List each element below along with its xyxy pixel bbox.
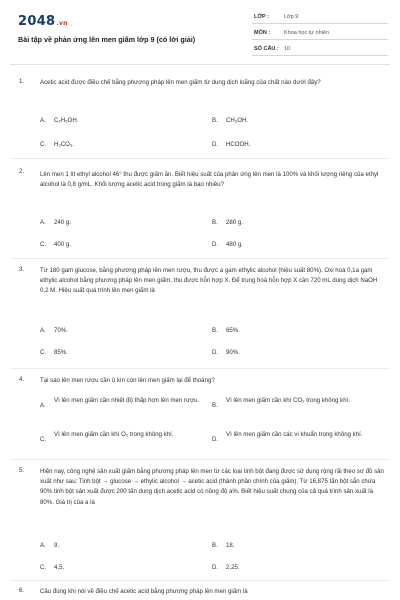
option-text: H₂CO₃. <box>54 141 75 148</box>
meta-label: LỚP : <box>254 14 269 20</box>
option-letter: D. <box>212 436 219 443</box>
option-letter: A. <box>40 219 46 226</box>
option-text: Vì lên men giấm cần các vi khuẩn trong không khí. <box>226 431 363 438</box>
page-title: Bài tập về phản ứng lên men giấm lớp 9 (có lời giải) <box>18 35 196 44</box>
option-text: 85%. <box>54 349 68 356</box>
meta-value: Lớp 9 <box>284 14 299 20</box>
question-number: 6. <box>19 587 25 594</box>
option-letter: B. <box>212 402 218 409</box>
document-header <box>0 0 400 70</box>
option-text: 18. <box>226 542 235 549</box>
option-letter: D. <box>212 349 219 356</box>
option-text: Vì lên men giấm cần nhiệt độ thấp hơn lên men rượu. <box>54 397 200 404</box>
option-letter: C. <box>40 436 47 443</box>
option-letter: B. <box>212 219 218 226</box>
option-letter: D. <box>212 241 219 248</box>
option-letter: D. <box>212 141 219 148</box>
option-letter: A. <box>40 327 46 334</box>
option-letter: A. <box>40 117 46 124</box>
question-divider <box>10 258 390 259</box>
option-text: CH₃OH. <box>226 117 249 124</box>
question-number: 2. <box>19 168 25 175</box>
option-letter: B. <box>212 327 218 334</box>
option-text: HCOOH. <box>226 141 251 148</box>
meta-row-count <box>252 42 388 56</box>
meta-label: MÔN : <box>254 30 271 36</box>
question-number: 4. <box>19 376 25 383</box>
option-text: 90%. <box>226 349 240 356</box>
option-letter: A. <box>40 402 46 409</box>
question-divider <box>10 368 390 369</box>
question-text: Hiện nay, công nghệ sản xuất giấm bằng phương pháp lên men từ các loại tinh bột đang được sử dụng rộng rãi theo sơ đồ sản xuất như sau: Tinh bột → glucose → ethylic alcohol → acetic acid (thành phần chính của giấm). Từ 16,875 tấn bột sắn chứa 90% tinh bột sản xuất được 200 tấn dung dịch acetic acid có nồng độ a%. Biết hiệu suất chung của cả quá trình sản xuất là 80%. Giá trị của a là <box>40 468 384 506</box>
logo-text: 2048 <box>18 14 56 29</box>
option-text: 2,25. <box>226 564 240 571</box>
header-divider <box>10 64 390 65</box>
question-text: Câu đúng khi nói về điều chế acetic acid bằng phương pháp lên men giấm là <box>40 588 248 595</box>
option-text: 240 g. <box>54 219 71 226</box>
question-number: 5. <box>19 467 25 474</box>
option-letter: C. <box>40 349 47 356</box>
meta-label: SỐ CÂU : <box>254 46 279 52</box>
logo-domain: .vn <box>56 20 68 27</box>
question-number: 3. <box>19 266 25 273</box>
option-text: 280 g. <box>226 219 243 226</box>
option-letter: A. <box>40 542 46 549</box>
option-text: 400 g. <box>54 241 71 248</box>
meta-row-class <box>252 10 388 24</box>
meta-row-subject <box>252 26 388 40</box>
option-letter: C. <box>40 141 47 148</box>
option-letter: D. <box>212 564 219 571</box>
question-text: Từ 180 gam glucose, bằng phương pháp lên men rượu, thu được a gam ethylic alcohol (hiệu suất 80%). Oxi hoá 0,1a gam ethylic alcohol bằng phương pháp lên men giấm, thu được hỗn hợp X. Để trung hoà hỗn hợp X cần 720 mL dung dịch NaOH 0,2 M. Hiệu suất quá trình lên men giấm là <box>40 267 378 295</box>
question-number: 1. <box>19 78 25 85</box>
site-logo[interactable] <box>18 14 68 29</box>
meta-value: Khoa học tự nhiên <box>284 30 329 36</box>
option-letter: B. <box>212 542 218 549</box>
option-letter: C. <box>40 241 47 248</box>
option-letter: B. <box>212 117 218 124</box>
question-divider <box>10 158 390 159</box>
question-text: Tại sao lên men rượu cần ủ kín còn lên men giấm lại để thoáng? <box>40 377 215 384</box>
meta-value: 10 <box>284 46 291 52</box>
question-divider <box>10 580 390 581</box>
option-text: C₂H₅OH. <box>54 117 79 124</box>
option-text: 4,5. <box>54 564 65 571</box>
option-text: 65%. <box>226 327 240 334</box>
option-letter: C. <box>40 564 47 571</box>
option-text: Vì lên men giấm cần khí CO₂ trong không khí. <box>226 397 350 404</box>
option-text: 480 g. <box>226 241 243 248</box>
question-text: Acetic acid được điều chế bằng phương pháp lên men giấm từ dung dịch loãng của chất nào dưới đây? <box>40 79 321 86</box>
question-text: Lên men 1 lít ethyl alcohol 46° thu được giấm ăn. Biết hiệu suất của phản ứng lên men là 100% và khối lượng riêng của ethyl alcohol là 0,8 g/mL. Khối lượng acetic acid trong giấm là bao nhiêu? <box>40 171 379 189</box>
option-text: 70%. <box>54 327 68 334</box>
option-text: 9. <box>54 542 60 549</box>
option-text: Vì lên men giấm cần khí O₂ trong không khí. <box>54 431 174 438</box>
question-divider <box>10 459 390 460</box>
